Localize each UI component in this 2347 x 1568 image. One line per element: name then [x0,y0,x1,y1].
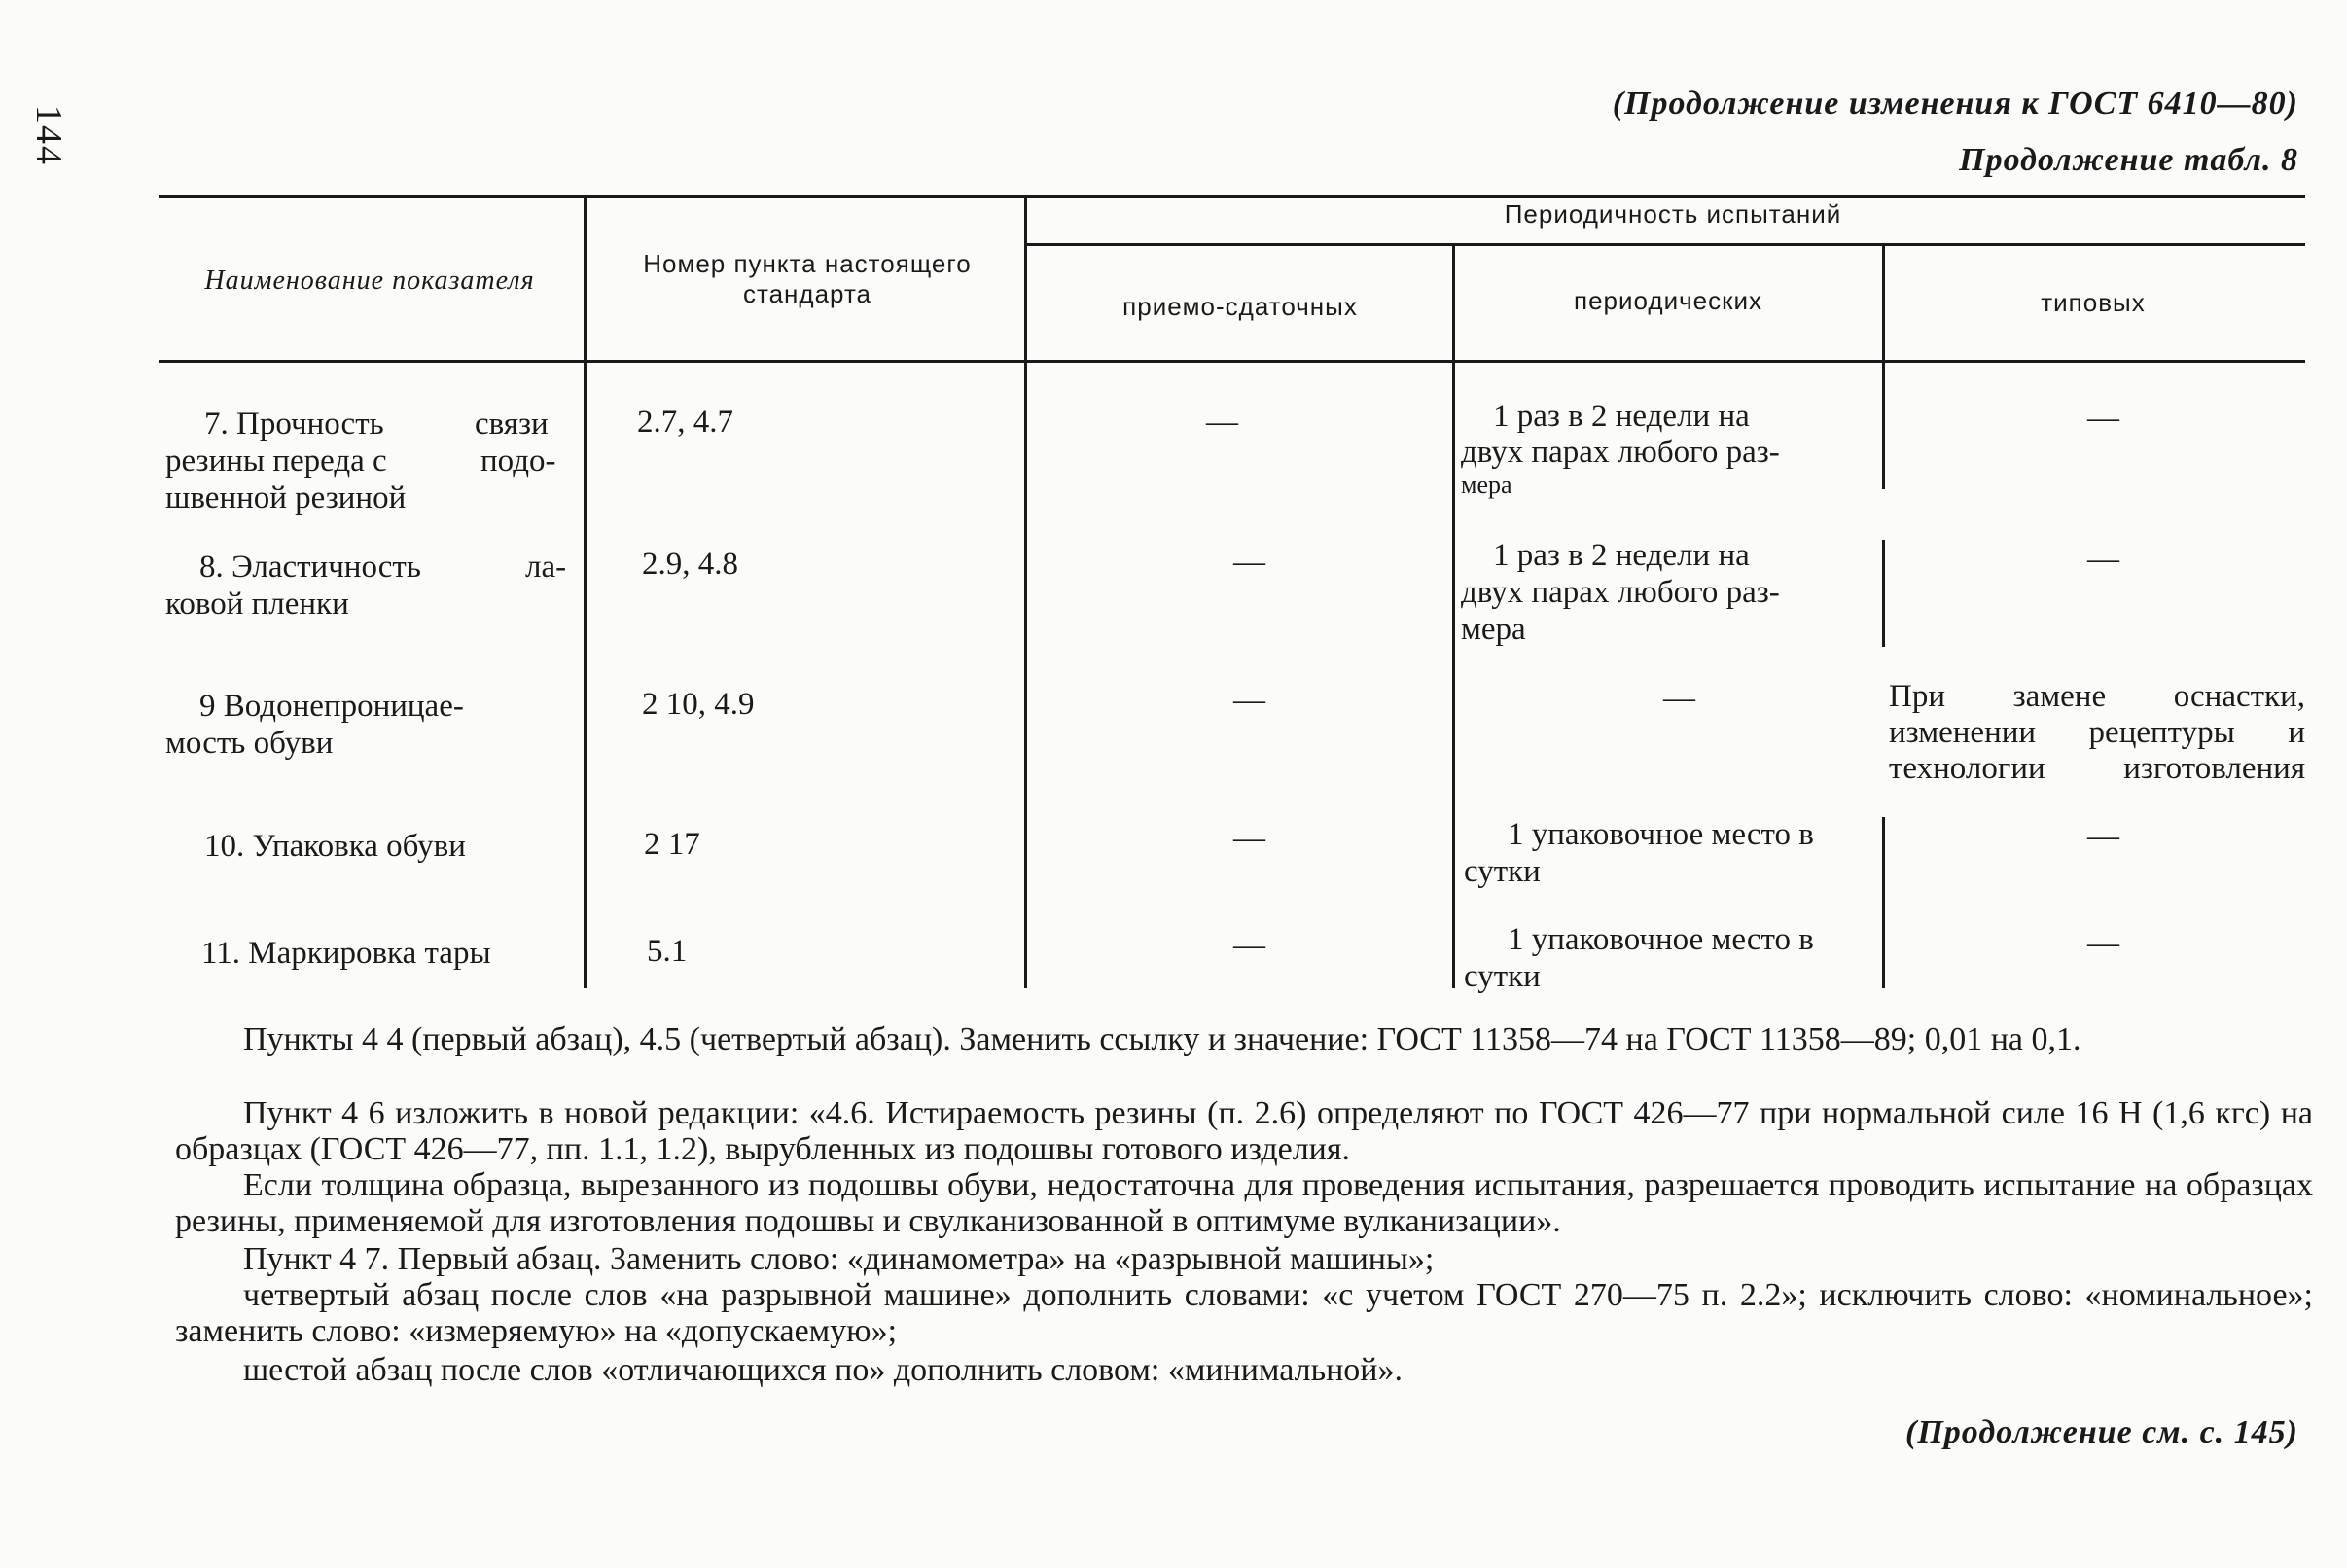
row-7-acceptance: — [1206,405,1238,440]
row-9-indicator-l2: мость обуви [165,726,334,761]
row-7-indicator-l2a: резины переда с [165,444,387,479]
header-bottom-rule [159,360,2305,363]
paragraph-1: Пункты 4 4 (первый абзац), 4.5 (четвертый абзац). Заменить ссылку и значение: ГОСТ 11358—74 на ГОСТ 11358—89; 0,01 на 0,1. [243,1021,2081,1057]
row-7-periodic-l1: 1 раз в 2 недели на [1493,399,1750,434]
row-7-indicator-l1a: 7. Прочность [204,407,384,442]
row-8-acceptance: — [1233,545,1265,580]
header-periodic: периодических [1573,286,1762,315]
row-8-indicator-l1b: ла- [525,550,567,585]
periodicity-rule [1024,243,2305,246]
paragraph-5: четвертый абзац после слов «на разрывной машине» дополнить словами: «с учетом ГОСТ 270—75 п. 2.2»; исключить слово: «номинальное»; заменить слово: «измеряемую» на «допускаемую»; [175,1277,2313,1350]
row-7-indicator-l1b: связи [475,407,549,442]
column-divider-4b [1882,540,1885,647]
row-11-periodic-l2: сутки [1464,959,1541,994]
row-7-clause: 2.7, 4.7 [637,405,733,440]
row-11-type: — [2087,926,2119,961]
row-8-periodic-l2: двух парах любого раз- [1461,575,1780,610]
column-divider-1 [584,198,587,988]
row-10-indicator: 10. Упаковка обуви [204,829,466,864]
row-9-clause: 2 10, 4.9 [642,687,755,722]
row-11-acceptance: — [1233,928,1265,963]
table-top-rule [159,195,2305,198]
row-8-periodic-l1: 1 раз в 2 недели на [1493,538,1750,573]
row-11-indicator: 11. Маркировка тары [201,936,491,971]
column-divider-2 [1024,198,1027,988]
header-type: типовых [2041,288,2146,317]
row-9-acceptance: — [1233,683,1265,718]
row-10-type: — [2087,819,2119,854]
column-divider-4 [1882,246,1885,489]
paragraph-2: Пункт 4 6 изложить в новой редакции: «4.6. Истираемость резины (п. 2.6) определяют по ГОСТ 426—77 при нормальной силе 16 Н (1,6 кгс) на образцах (ГОСТ 426—77, пп. 1.1, 1.2), вырубленных из подошвы готового изделия. [175,1095,2313,1168]
row-8-periodic-l3: мера [1461,612,1526,647]
row-7-periodic-l3: мера [1461,471,1512,499]
row-10-clause: 2 17 [644,827,700,862]
header-indicator: Наименование показателя [204,266,535,296]
header-clause: Номер пункта настоящего стандарта [643,249,972,309]
row-9-indicator-l1: 9 Водонепроницае- [199,689,464,724]
row-8-indicator-l1a: 8. Эластичность [199,550,421,585]
row-7-indicator-l3: швенной резиной [165,481,407,516]
column-divider-3 [1452,246,1455,988]
row-8-type: — [2087,542,2119,577]
row-11-clause: 5.1 [647,934,688,969]
row-10-acceptance: — [1233,821,1265,856]
row-9-periodic: — [1663,681,1695,716]
row-10-periodic-l1: 1 упаковочное место в [1508,817,1814,852]
row-7-type: — [2087,401,2119,436]
header-acceptance: приемо-сдаточных [1122,292,1358,321]
continuation-footer: (Продолжение см. с. 145) [1905,1414,2298,1450]
row-9-type: При замене оснастки, изменении рецептуры и технологии изготовления [1889,679,2305,786]
row-8-indicator-l2: ковой пленки [165,587,349,622]
row-11-periodic-l1: 1 упаковочное место в [1508,922,1814,957]
paragraph-3: Если толщина образца, вырезанного из подошвы обуви, недостаточна для проведения испытания, разрешается проводить испытание на образцах резины, применяемой для изготовления подошвы и свулканизованной в оптимуме вулканизации». [175,1167,2313,1240]
page-number: 144 [28,105,69,166]
row-8-clause: 2.9, 4.8 [642,547,738,582]
continuation-header: (Продолжение изменения к ГОСТ 6410—80) [1612,86,2298,122]
paragraph-6: шестой абзац после слов «отличающихся по» дополнить словом: «минимальной». [243,1352,1403,1388]
paragraph-4: Пункт 4 7. Первый абзац. Заменить слово: «динамометра» на «разрывной машины»; [243,1241,1435,1277]
table-continuation-header: Продолжение табл. 8 [1959,142,2298,178]
row-10-periodic-l2: сутки [1464,854,1541,889]
column-divider-4c [1882,817,1885,988]
row-7-indicator-l2b: подо- [480,444,556,479]
row-7-periodic-l2: двух парах любого раз- [1461,435,1780,470]
header-periodicity: Периодичность испытаний [1504,199,1842,229]
